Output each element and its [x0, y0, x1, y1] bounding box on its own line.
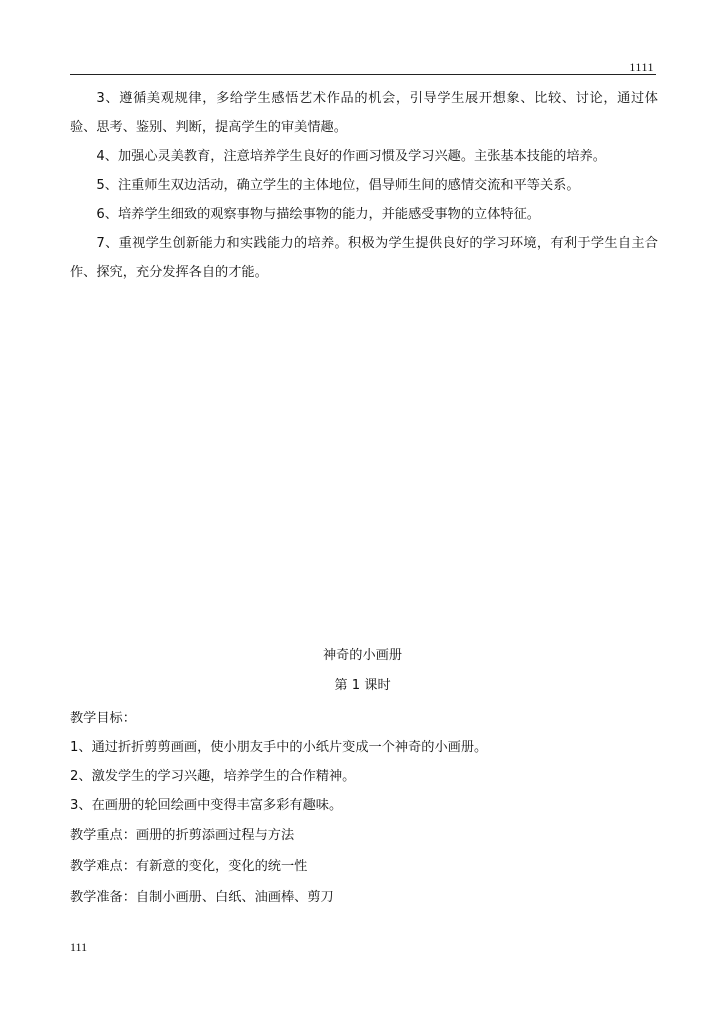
footer-page-number: 111 [70, 940, 88, 954]
preparation: 教学准备：自制小画册、白纸、油画棒、剪刀 [70, 890, 334, 905]
principle-7: 7、重视学生创新能力和实践能力的培养。积极为学生提供良好的学习环境，有利于学生自主合作、探究，充分发挥各自的才能。 [70, 236, 658, 280]
key-point: 教学重点：画册的折剪添画过程与方法 [70, 828, 295, 843]
teaching-principles [70, 84, 658, 287]
objective-item: 2、激发学生的学习兴趣，培养学生的合作精神。 [70, 769, 356, 784]
difficulty: 教学难点：有新意的变化，变化的统一性 [70, 859, 308, 874]
objective-item: 1、通过折折剪剪画画，使小朋友手中的小纸片变成一个神奇的小画册。 [70, 740, 488, 755]
principle-6: 6、培养学生细致的观察事物与描绘事物的能力，并能感受事物的立体特征。 [96, 207, 540, 222]
header-rule [70, 74, 656, 75]
principle-3: 3、遵循美观规律，多给学生感悟艺术作品的机会，引导学生展开想象、比较、讨论，通过体验、思考、鉴别、判断，提高学生的审美情趣。 [70, 91, 658, 135]
lesson-plan [70, 704, 658, 913]
objective-item: 3、在画册的轮回绘画中变得丰富多彩有趣味。 [70, 798, 343, 813]
header-page-number: 1111 [629, 60, 654, 74]
principle-4: 4、加强心灵美教育，注意培养学生良好的作画习惯及学习兴趣。主张基本技能的培养。 [96, 149, 606, 164]
principle-5: 5、注重师生双边活动，确立学生的主体地位，倡导师生间的感情交流和平等关系。 [96, 178, 580, 193]
objectives-heading: 教学目标： [70, 711, 136, 726]
lesson-period: 第 1 课时 [334, 678, 391, 693]
lesson-title: 神奇的小画册 [322, 648, 403, 663]
